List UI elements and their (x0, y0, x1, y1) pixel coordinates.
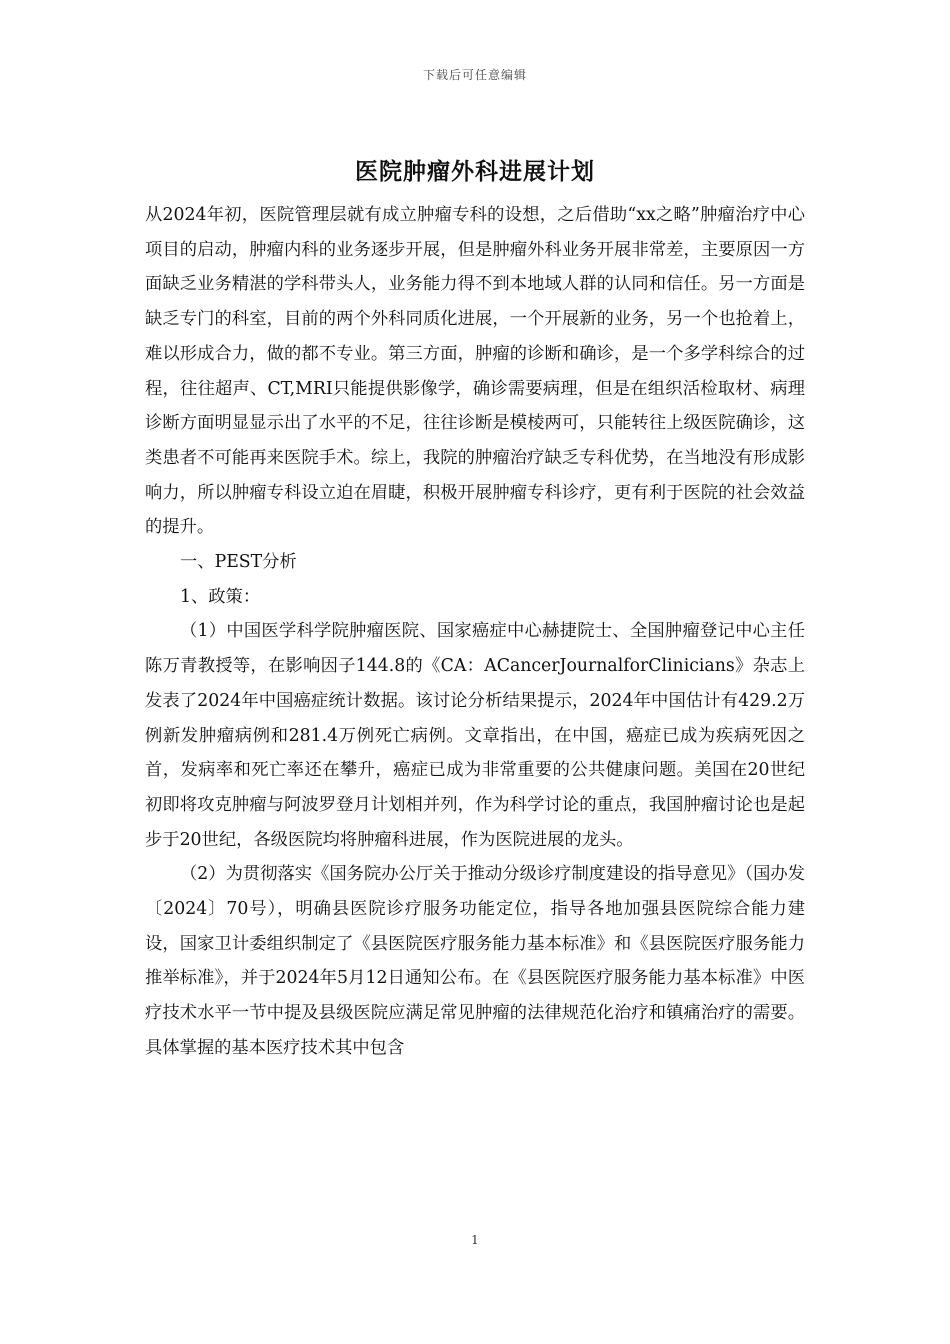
policy-paragraph-1: （1）中国医学科学院肿瘤医院、国家癌症中心赫捷院士、全国肿瘤登记中心主任陈万青教授等，在影响因子144.8的《CA：ACancerJournalforClinicians》杂志上发表了2024年中国癌症统计数据。该讨论分析结果提示，2024年中国估计有429.2万例新发肿瘤病例和281.4万例死亡病例。文章指出，在中国，癌症已成为疾病死因之首，发病率和死亡率还在攀升，癌症已成为非常重要的公共健康问题。美国在20世纪初即将攻克肿瘤与阿波罗登月计划相并列，作为科学讨论的重点，我国肿瘤讨论也是起步于20世纪，各级医院均将肿瘤科进展，作为医院进展的龙头。 (145, 621, 805, 850)
page-header: 下载后可任意编辑 (422, 68, 527, 82)
document-title: 医院肿瘤外科进展计划 (355, 159, 595, 185)
section-heading-pest: 一、PEST分析 (180, 552, 297, 573)
subsection-heading-policy: 1、政策： (180, 586, 261, 607)
document-body (145, 198, 805, 1066)
page-number: 1 (471, 1233, 479, 1247)
intro-paragraph: 从2024年初，医院管理层就有成立肿瘤专科的设想，之后借助“xx之略”肿瘤治疗中心项目的启动，肿瘤内科的业务逐步开展，但是肿瘤外科业务开展非常差，主要原因一方面缺乏业务精湛的学科带头人，业务能力得不到本地域人群的认同和信任。另一方面是缺乏专门的科室，目前的两个外科同质化进展，一个开展新的业务，另一个也抢着上，难以形成合力，做的都不专业。第三方面，肿瘤的诊断和确诊，是一个多学科综合的过程，往往超声、CT,MRI只能提供影像学，确诊需要病理，但是在组织活检取材、病理诊断方面明显显示出了水平的不足，往往诊断是模棱两可，只能转往上级医院确诊，这类患者不可能再来医院手术。综上，我院的肿瘤治疗缺乏专科优势，在当地没有形成影响力，所以肿瘤专科设立迫在眉睫，积极开展肿瘤专科诊疗，更有利于医院的社会效益的提升。 (145, 205, 805, 538)
policy-paragraph-2: （2）为贯彻落实《国务院办公厅关于推动分级诊疗制度建设的指导意见》（国办发〔2024〕70号），明确县医院诊疗服务功能定位，指导各地加强县医院综合能力建设，国家卫计委组织制定了《县医院医疗服务能力基本标准》和《县医院医疗服务能力推举标准》，并于2024年5月12日通知公布。在《县医院医疗服务能力基本标准》中医疗技术水平一节中提及县级医院应满足常见肿瘤的法律规范化治疗和镇痛治疗的需要。具体掌握的基本医疗技术其中包含 (145, 864, 805, 1058)
